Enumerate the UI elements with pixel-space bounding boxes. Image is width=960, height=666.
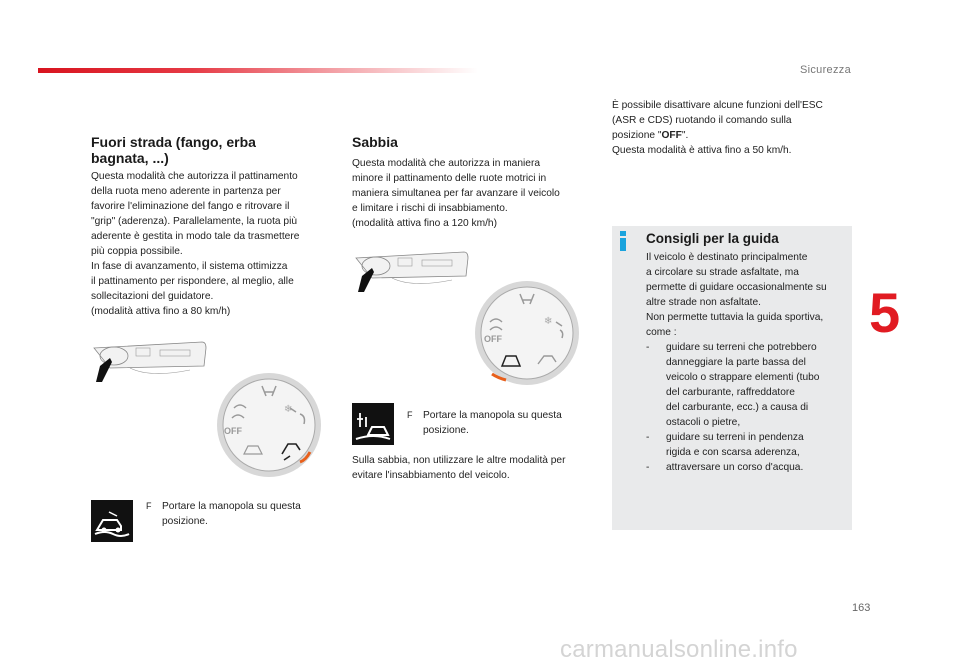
svg-text:❄: ❄ <box>544 316 553 327</box>
chapter-number: 5 <box>869 281 901 344</box>
tips-body: Il veicolo è destinato principalmente a circolare su strade asfaltate, ma permette di guidare occasionalmente su altre strade non asfaltate. Non permette tuttavia la guida sportiva, come : <box>646 252 827 338</box>
section-title-offroad: Fuori strada (fango, erba bagnata, ...) <box>91 134 256 166</box>
dial-off-label-sand: OFF <box>484 334 502 344</box>
instruction-mark-sand: F <box>407 410 413 420</box>
esc-off-paragraph <box>612 98 852 158</box>
terrain-dial-offroad <box>214 370 324 480</box>
list-dash: - <box>646 432 650 443</box>
list-item-text: guidare su terreni in pendenza rigida e con scarsa aderenza, <box>666 432 804 458</box>
header-accent-bar <box>38 68 478 73</box>
list-item-text: guidare su terreni che potrebbero danneggiare la parte bassa del veicolo o strappare elementi (tubo del carburante, raffreddatore del carburante, ecc.) a causa di ostacoli o pietre, <box>666 342 820 428</box>
section-body-offroad: Questa modalità che autorizza il pattinamento della ruota meno aderente in partenza per favorire l'eliminazione del fango e ritrovare il "grip" (aderenza). Parallelamente, la ruota più aderente è gestita in modo tale da trasmettere più coppia possibile. In fase di avanzamento, il sistema ottimizza il pattinamento per rispondere, al meglio, alle sollecitazioni del guidatore. (modalità attiva fino a 80 km/h) <box>91 171 300 317</box>
list-dash: - <box>646 462 650 473</box>
tips-list <box>646 340 846 475</box>
esc-off-bold: OFF <box>661 130 682 141</box>
section-label: Sicurezza <box>800 64 851 76</box>
section-title-sand: Sabbia <box>352 134 398 150</box>
esc-off-text-end: ". Questa modalità è attiva fino a 50 km/h. <box>612 130 792 156</box>
sand-mode-icon <box>352 403 394 445</box>
dashboard-illustration-sand <box>352 248 470 296</box>
section-body-sand: Questa modalità che autorizza in maniera minore il pattinamento delle ruote motrici in maniera simultanea per far avanzare il veicolo e limitare i rischi di insabbiamento. (modalità attiva fino a 120 km/h) <box>352 158 560 229</box>
instruction-offroad <box>146 499 336 529</box>
watermark: carmanualsonline.info <box>560 636 798 663</box>
list-dash: - <box>646 342 650 353</box>
terrain-dial-sand <box>472 278 582 388</box>
dial-off-label: OFF <box>224 426 242 436</box>
instruction-text-sand: Portare la manopola su questa posizione. <box>423 410 562 436</box>
instruction-text-offroad: Portare la manopola su questa posizione. <box>162 501 301 527</box>
svg-text:❄: ❄ <box>284 404 293 415</box>
list-item <box>646 430 846 460</box>
list-item-text: attraversare un corso d'acqua. <box>666 462 804 473</box>
tips-title: Consigli per la guida <box>646 231 779 246</box>
sand-note: Sulla sabbia, non utilizzare le altre modalità per evitare l'insabbiamento del veicolo. <box>352 455 566 481</box>
dashboard-illustration <box>90 338 208 386</box>
list-item <box>646 340 846 430</box>
instruction-sand <box>407 408 597 438</box>
page-number: 163 <box>852 602 871 614</box>
list-item <box>646 460 846 475</box>
info-icon <box>617 230 629 252</box>
esc-off-text-start: È possibile disattivare alcune funzioni dell'ESC (ASR e CDS) ruotando il comando sulla posizione " <box>612 100 823 141</box>
instruction-mark-offroad: F <box>146 501 152 511</box>
offroad-mode-icon <box>91 500 133 542</box>
